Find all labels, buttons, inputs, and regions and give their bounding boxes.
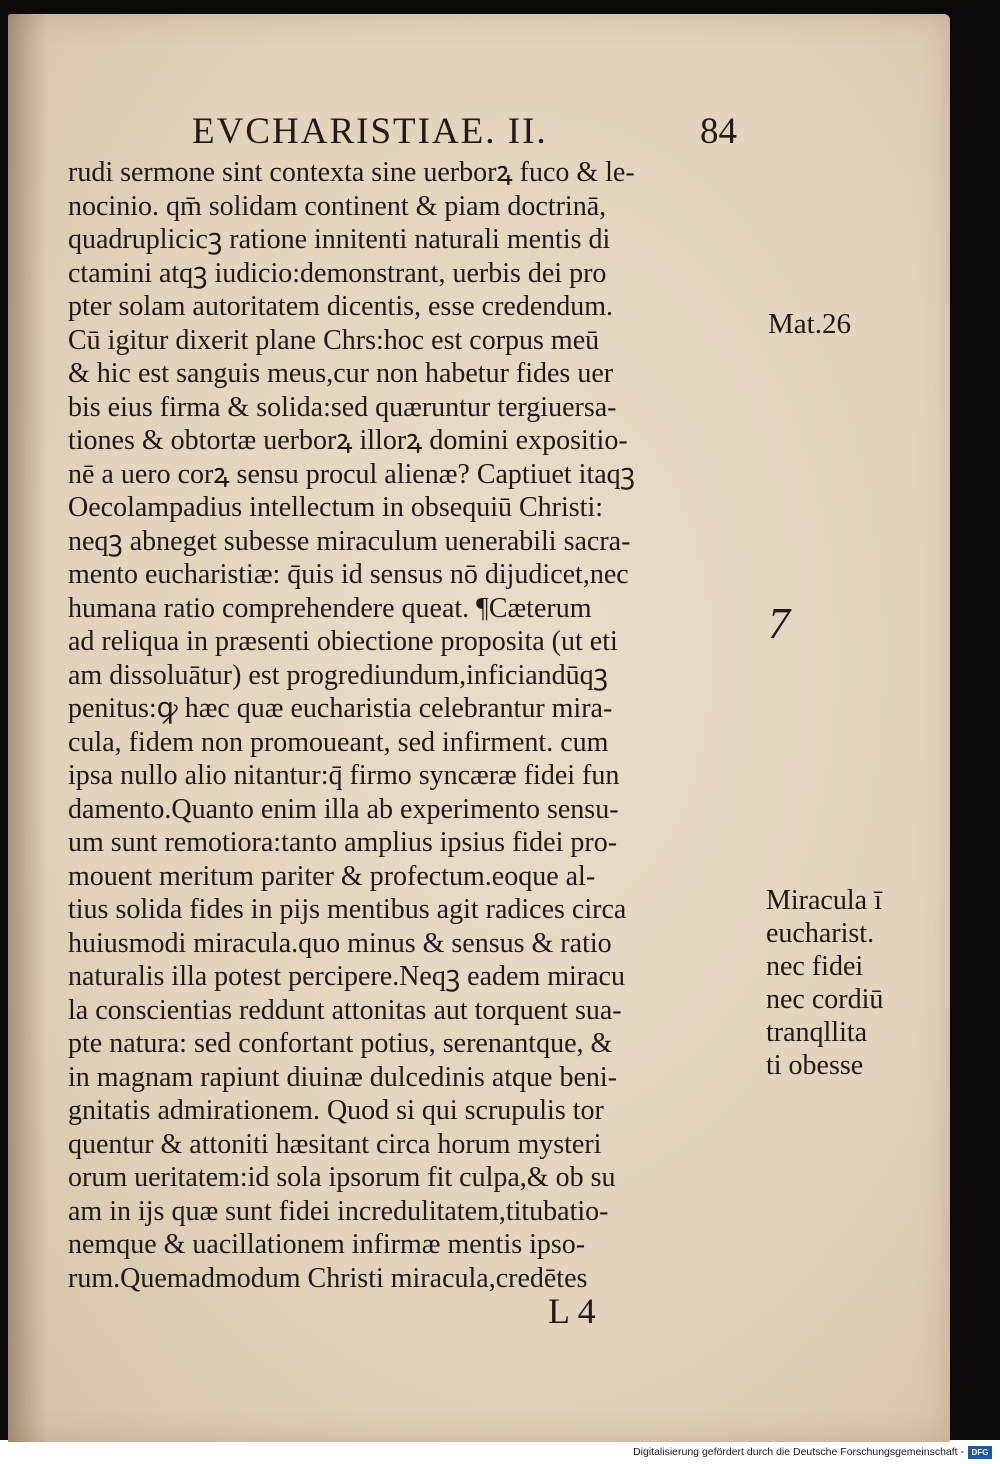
text-line: bis eius firma & solida:sed quæruntur tergiuersa- [68,391,617,423]
text-line: rudi sermone sint contexta sine uerborꝝ fuco & le- [68,157,635,188]
text-line: mento eucharistiæ: q̄uis id sensus nō dijudicet,nec [68,559,629,590]
text-line: quadruplicicꝫ ratione innitenti naturali mentis di [68,224,611,255]
side-note-line: nec cordiū [766,984,884,1015]
text-line: penitus:ꝙ hæc quæ eucharistia celebrantur mira- [68,693,613,724]
text-line: am in ijs quæ sunt fidei incredulitatem,titubatio- [68,1195,609,1227]
text-line: tius solida fides in pijs mentibus agit radices circa [68,894,627,925]
text-line: Oecolampadius intellectum in obsequiū Christi: [68,492,604,523]
text-line: Cū igitur dixerit plane Chrs:hoc est corpus meū [68,324,600,356]
text-line: pte natura: sed confortant potius, serenantque, & [68,1028,613,1059]
dfg-logo: DFG [968,1446,992,1459]
text-line: la conscientias reddunt attonitas aut torquent sua- [68,994,622,1026]
text-line: gnitatis admirationem. Quod si qui scrupulis tor [68,1095,604,1126]
margin-reference: Mat.26 [768,308,851,340]
text-line: cula, fidem non promoueant, sed infirment. cum [68,726,609,758]
text-line: naturalis illa potest percipere.Neqꝫ eadem miracu [68,961,625,992]
text-line: rum.Quemadmodum Christi miracula,credētes [68,1262,588,1294]
text-line: orum ueritatem:id sola ipsorum fit culpa,& ob su [68,1162,616,1193]
text-line: ctamini atqꝫ iudicio:demonstrant, uerbis dei pro [68,257,607,289]
text-line: ad reliqua in præsenti obiectione proposita (ut eti [68,626,618,657]
text-line: am dissoluātur) est progrediundum,inficiandūqꝫ [68,659,608,691]
text-line: & hic est sanguis meus,cur non habetur fides uer [68,358,614,389]
side-note-line: tranqllita [766,1017,868,1048]
text-line: mouent meritum pariter & profectum.eoque al- [68,860,596,892]
margin-side-note [766,884,883,1082]
digitization-credit: Digitalisierung gefördert durch die Deutsche Forschungsgemeinschaft - [633,1446,964,1458]
page-number: 84 [700,111,737,152]
text-line: humana ratio comprehendere queat. ¶Cæterum [68,592,592,624]
text-line: tiones & obtortæ uerborꝝ illorꝝ domini expositio- [68,425,628,456]
gutter-shadow [8,14,48,1442]
text-line: nē a uero corꝝ sensu procul alienæ? Captiuet itaqꝫ [68,458,635,490]
side-note-line: Miracula ī [766,885,882,916]
text-line: nocinio. qm̄ solidam continent & piam doctrinā, [68,190,607,222]
signature-mark: L 4 [548,1291,596,1331]
text-line: nemque & uacillationem infirmæ mentis ipso- [68,1229,586,1260]
text-line: um sunt remotiora:tanto amplius ipsius fidei pro- [68,827,618,858]
text-line: neqꝫ abneget subesse miraculum uenerabili sacra- [68,525,631,557]
text-line: ipsa nullo alio nitantur:q̄ firmo syncæræ fidei fun [68,760,620,791]
text-line: quentur & attoniti hæsitant circa horum mysteri [68,1128,602,1160]
running-head: EVCHARISTIAE. II. [192,111,548,152]
text-line: damento.Quanto enim illa ab experimento sensu- [68,793,619,825]
side-note-line: nec fidei [766,951,864,982]
side-note-line: eucharist. [766,918,875,949]
main-text-block [68,156,758,1295]
side-note-line: ti obesse [766,1050,864,1081]
text-line: pter solam autoritatem dicentis, esse credendum. [68,291,614,322]
text-line: huiusmodi miracula.quo minus & sensus & ratio [68,927,612,959]
text-line: in magnam rapiunt diuinæ dulcedinis atque beni- [68,1061,617,1093]
margin-section-number: 7 [768,599,790,648]
